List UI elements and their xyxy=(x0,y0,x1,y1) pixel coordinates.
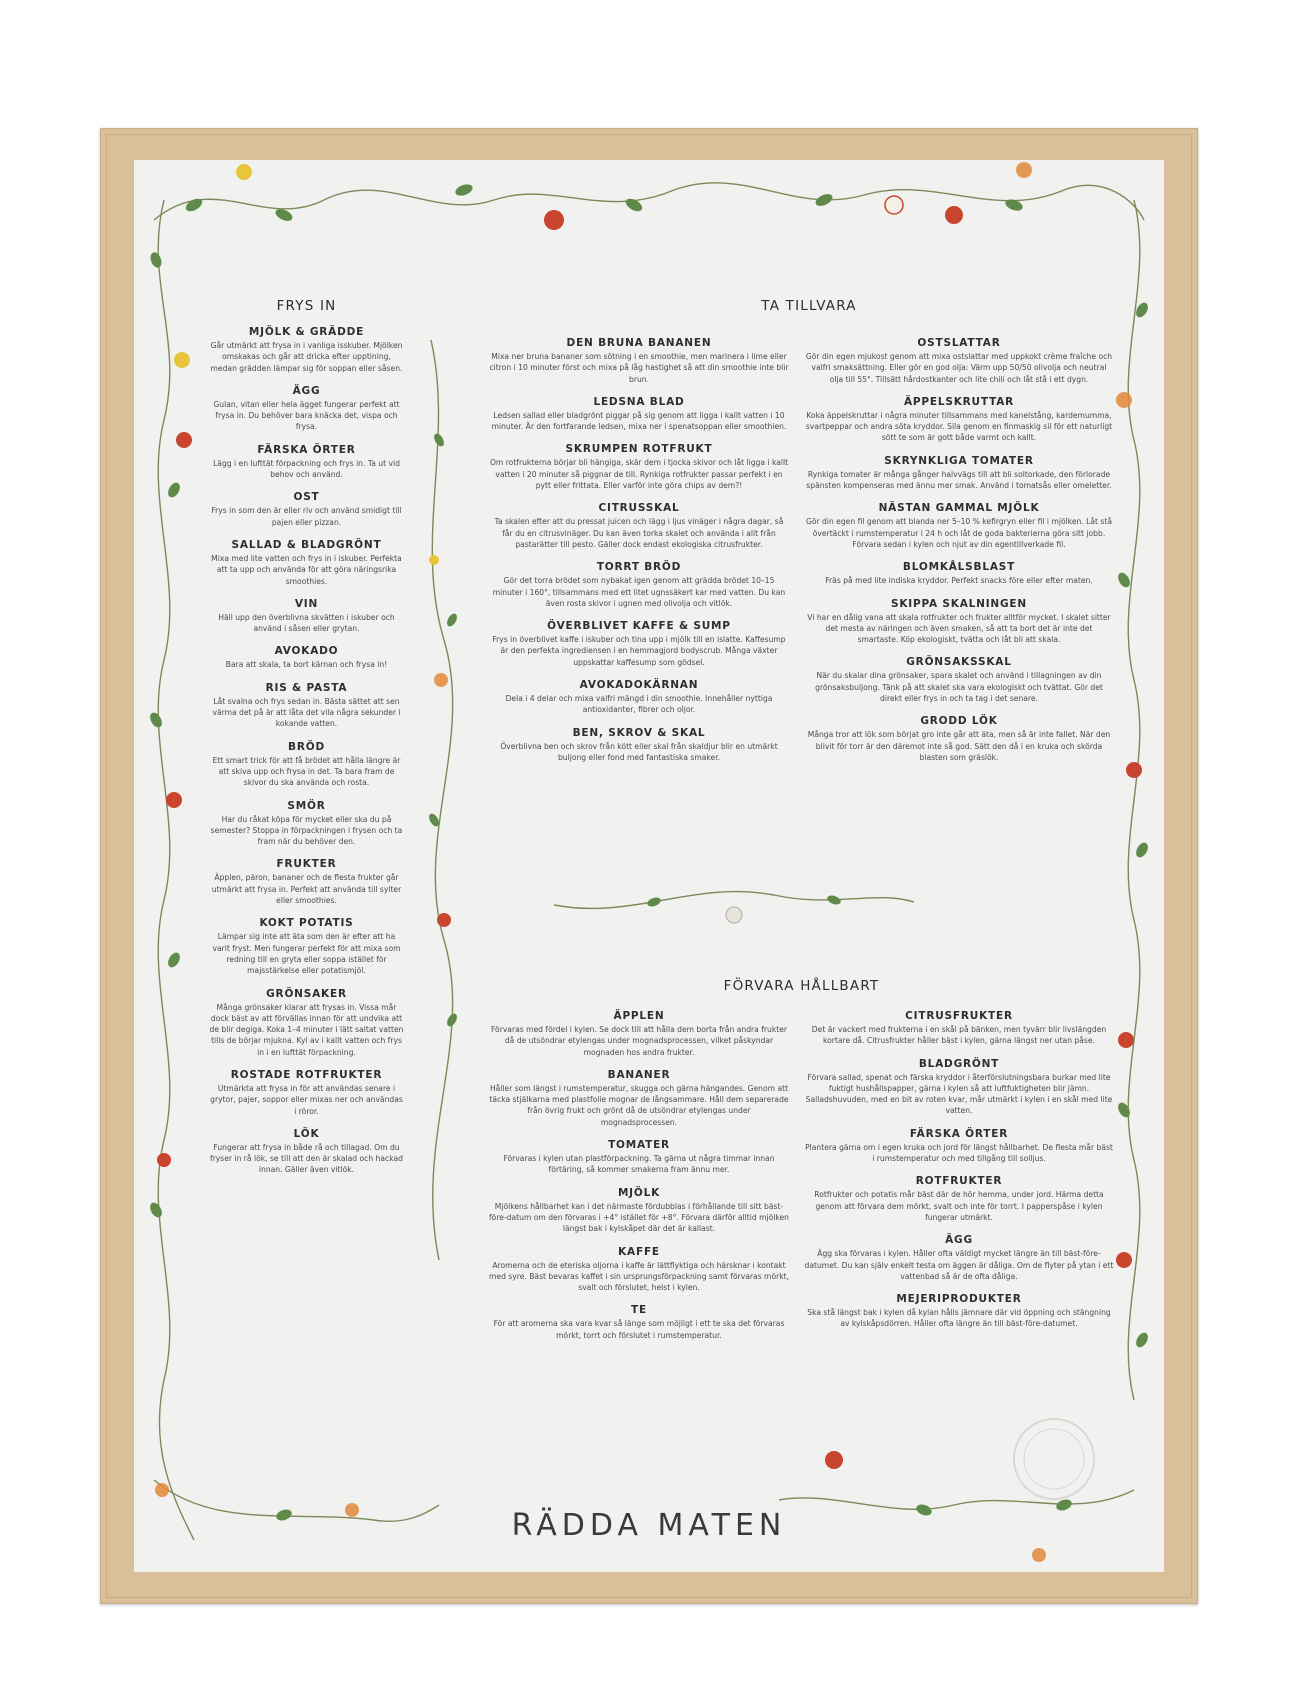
tip-item xyxy=(209,385,404,433)
forvara-right-column xyxy=(804,1010,1114,1341)
tip-title: TORRT BRÖD xyxy=(596,561,682,574)
tip-text: Vi har en dålig vana att skala rotfrukter och frukter alltför mycket. I skalet sitter det mesta av näringen och även smaken, så att ta bort det är inte det smartaste. Köp ekologiskt, tvätta och låt bli att skala. xyxy=(807,612,1111,645)
tip-text: Ägg ska förvaras i kylen. Håller ofta väldigt mycket längre än till bäst-före-datumet. Du kan själv enkelt testa om äggen är dåliga. Om de flyter på ytan i ett vattenbad så är de ofta dåliga. xyxy=(804,1249,1114,1281)
tip-item xyxy=(209,988,404,1058)
tip-text: Ta skalen efter att du pressat juicen och lägg i ljus vinäger i några dagar, så får du en citrusvinäger. Du kan även torka skalet och använda i allt från pastarätter till pesto. Gäller dock endast ekologiska citrusfrukter. xyxy=(494,517,784,549)
tip-item xyxy=(489,337,789,385)
ta-tillvara-left-list xyxy=(489,337,789,763)
tip-text: Ett smart trick för att få brödet att hålla längre är att skiva upp och frysa in det. Ta bara fram de skivor du ska använda och rosta. xyxy=(212,755,401,788)
tip-text: Gör din egen mjukost genom att mixa ostslattar med uppkokt crème fraîche och valfri smaksättning. Eller gör en god olja: Värm upp 50/50 olivolja och neutral olja till 55°. Tillsätt hårdostkanter och lite chili och låt stå i ett dygn. xyxy=(805,352,1113,384)
tip-title: MJÖLK & GRÄDDE xyxy=(248,326,365,338)
tip-text: Gör din egen fil genom att blanda ner 5–10 % kefirgryn eller fil i mjölken. Låt stå övertäckt i rumstemperatur i 24 h och låt de goda bakterierna göra sitt jobb. Förvara sedan i kylen och njut av din egentillverkade fil. xyxy=(805,517,1113,549)
tip-text: Många tror att lök som börjat gro inte går att äta, men så är inte fallet. När den blivit för torr är den däremot inte så god. Sätt den då i en kruka och skörda blasten som gräslök. xyxy=(807,730,1111,762)
tip-item xyxy=(209,1069,404,1117)
tip-title: AVOKADOKÄRNAN xyxy=(579,679,699,692)
tip-title: BRÖD xyxy=(288,740,325,753)
tip-item xyxy=(489,1304,789,1341)
tip-title: ÄPPELSKRUTTAR xyxy=(903,395,1015,408)
tip-item xyxy=(804,715,1114,763)
tip-item xyxy=(489,1010,789,1058)
tip-text: Har du råkat köpa för mycket eller ska du på semester? Stoppa in förpackningen i frysen och ta fram när du behöver den. xyxy=(210,814,403,847)
tip-text: Bara att skala, ta bort kärnan och frysa in! xyxy=(225,660,388,670)
tip-text: För att aromerna ska vara kvar så länge som möjligt i ett te ska det förvaras mörkt, torrt och förslutet i rumstemperatur. xyxy=(493,1319,785,1340)
tip-title: SMÖR xyxy=(287,799,326,812)
tip-title: BANANER xyxy=(607,1068,671,1081)
ta-tillvara-right-list xyxy=(804,337,1114,763)
tip-title: NÄSTAN GAMMAL MJÖLK xyxy=(878,502,1040,515)
tip-text: Om rotfrukterna börjar bli hängiga, skär dem i tjocka skivor och låt ligga i kallt vatten i 20 minuter så piggnar de till. Rynkiga rotfrukter passar perfekt i en pytt eller frittata. Eller varför inte göra chips av dem?! xyxy=(489,458,789,491)
tip-text: Förvara sallad, spenat och färska kryddor i återförslutningsbara burkar med lite fuktigt hushållspapper, gärna i kylen så att luftfuktigheten blir jämn. Salladshuvuden, med en bit av roten kvar, mår utmärkt i kylen i en skål med lite vatten. xyxy=(805,1072,1113,1116)
tip-title: ÖVERBLIVET KAFFE & SUMP xyxy=(547,620,731,633)
forvara-title: FÖRVARA HÅLLBART xyxy=(723,978,880,994)
tip-title: BLADGRÖNT xyxy=(918,1057,1000,1070)
tip-item xyxy=(804,1058,1114,1117)
tip-text: Går utmärkt att frysa in i vanliga isskuber. Mjölken omskakas och går att dricka efter upptining, medan grädden lämpar sig för soppan eller såsen. xyxy=(210,341,403,373)
tip-text: Dela i 4 delar och mixa valfri mängd i din smoothie. Innehåller nyttiga antioxidanter, fibrer och oljor. xyxy=(505,694,773,715)
poster-title: RÄDDA MATEN xyxy=(511,1508,787,1543)
tip-text: Frys in överblivet kaffe i iskuber och tina upp i mjölk till en islatte. Kaffesump är den perfekta ingrediensen i en hemmagjord bodyscrub. Många växter uppskattar kaffesump som gödsel. xyxy=(492,635,786,667)
forvara-left-list xyxy=(489,1010,789,1341)
frys-in-list xyxy=(209,326,404,1176)
tip-text: Ska stå längst bak i kylen då kylan hålls jämnare där vid öppning och stängning av kylskåpsdörren. Håller ofta längre än till bäst-före-datumet. xyxy=(807,1308,1111,1329)
tip-text: Förvaras i kylen utan plastförpackning. Ta gärna ut några timmar innan förtäring, så kommer smakerna fram ännu mer. xyxy=(503,1154,775,1175)
tip-title: CITRUSFRUKTER xyxy=(905,1010,1013,1022)
tip-title: DEN BRUNA BANANEN xyxy=(566,337,712,349)
ta-tillvara-right-column xyxy=(804,337,1114,774)
tip-item xyxy=(489,1139,789,1176)
tip-title: KOKT POTATIS xyxy=(259,917,354,930)
tip-item xyxy=(209,491,404,528)
tip-title: SKIPPA SKALNINGEN xyxy=(891,597,1027,610)
tip-item xyxy=(804,396,1114,444)
tip-title: GRODD LÖK xyxy=(920,715,998,728)
tip-title: AVOKADO xyxy=(274,645,339,658)
tip-item xyxy=(489,443,789,491)
tip-title: BEN, SKROV & SKAL xyxy=(572,726,706,739)
tip-item xyxy=(209,645,404,670)
tip-title: TE xyxy=(631,1304,647,1317)
tip-item xyxy=(804,1128,1114,1165)
tip-item xyxy=(209,741,404,789)
tip-text: Plantera gärna om i egen kruka och jord för längst hållbarhet. De flesta mår bäst i rumstemperatur och med tillgång till solljus. xyxy=(805,1142,1113,1164)
tip-title: BLOMKÅLSBLAST xyxy=(902,561,1016,574)
poster-paper xyxy=(134,160,1164,1572)
logo-stamp xyxy=(1010,1415,1098,1503)
tip-item xyxy=(489,620,789,668)
tip-title: FRUKTER xyxy=(276,858,337,871)
tip-item xyxy=(804,455,1114,492)
tip-text: Lägg i en lufttät förpackning och frys in. Ta ut vid behov och använd. xyxy=(213,458,400,480)
tip-item xyxy=(804,337,1114,385)
tip-item xyxy=(804,1010,1114,1047)
tip-text: Ledsen sallad eller bladgrönt piggar på sig genom att ligga i kallt vatten i 10 minuter. Är den fortfarande ledsen, mixa ner i spenatsoppan eller smoothien. xyxy=(491,410,787,432)
frys-in-title: FRYS IN xyxy=(276,298,337,314)
frys-in-column xyxy=(209,298,404,1187)
tip-text: Frys in som den är eller riv och använd smidigt till pajen eller pizzan. xyxy=(211,506,402,527)
tip-title: ÄGG xyxy=(292,384,321,397)
tip-title: RIS & PASTA xyxy=(265,681,348,694)
tip-title: SKRYNKLIGA TOMATER xyxy=(884,454,1034,467)
tip-text: Lämpar sig inte att äta som den är efter att ha varit fryst. Men fungerar perfekt för att mixa som redning till en gryta eller soppa istället för majsstärkelse eller potatismjöl. xyxy=(212,932,401,976)
tip-text: Överblivna ben och skrov från kött eller skal från skaldjur blir en utmärkt buljong eller fond med fantastiska smaker. xyxy=(500,741,778,762)
forvara-left-column xyxy=(489,1010,789,1352)
tip-title: SALLAD & BLADGRÖNT xyxy=(231,538,382,551)
tip-item xyxy=(209,598,404,635)
tip-title: GRÖNSAKSSKAL xyxy=(906,656,1012,669)
tip-item xyxy=(209,326,404,374)
tip-title: ROTFRUKTER xyxy=(915,1175,1003,1188)
tip-item xyxy=(489,502,789,550)
tip-text: Häll upp den överblivna skvätten i iskuber och använd i såsen eller grytan. xyxy=(218,612,395,634)
tip-text: Koka äppelskruttar i några minuter tillsammans med kanelstång, kardemumma, svartpeppar och andra söta kryddor. Sila genom en finmaskig sil för ett naturligt sött te som är gott både varmt och kallt. xyxy=(805,410,1113,443)
tip-text: Mixa med lite vatten och frys in i iskuber. Perfekta att ta upp och använda för att göra näringsrika smoothies. xyxy=(211,553,402,586)
tip-item xyxy=(804,502,1114,550)
ta-tillvara-title: TA TILLVARA xyxy=(761,298,857,314)
tip-item xyxy=(804,1293,1114,1330)
tip-item xyxy=(804,561,1114,586)
tip-item xyxy=(489,1069,789,1128)
tip-text: Gör det torra brödet som nybakat igen genom att grädda brödet 10–15 minuter i 160°, tillsammans med ett litet ugnssäkert kar med vatten. Du kan även rosta skivor i ugnen med olivolja och vitlök. xyxy=(492,576,786,608)
tip-title: TOMATER xyxy=(608,1139,670,1152)
tip-text: Aromerna och de eteriska oljorna i kaffe är lättflyktiga och härsknar i kontakt med syre. Bäst bevaras kaffet i sin ursprungsförpackning samt förvaras mörkt, svalt och förslutet, helst i kylen. xyxy=(489,1260,790,1293)
tip-item xyxy=(804,656,1114,704)
tip-item xyxy=(489,1187,789,1235)
tip-title: MJÖLK xyxy=(617,1186,661,1199)
tip-title: OSTSLATTAR xyxy=(917,337,1001,349)
ta-tillvara-section xyxy=(474,298,1144,326)
tip-text: Det är vackert med frukterna i en skål på bänken, men tyvärr blir livslängden kortare då. Citrusfrukter håller bäst i kylen, gärna längst ner utan påse. xyxy=(811,1025,1107,1046)
tip-item xyxy=(489,679,789,716)
tip-item xyxy=(489,727,789,764)
tip-item xyxy=(804,598,1114,646)
tip-item xyxy=(209,682,404,730)
tip-text: Äpplen, päron, bananer och de flesta frukter går utmärkt att frysa in. Perfekt att använda till sylter eller smoothies. xyxy=(211,873,402,906)
tip-title: ROSTADE ROTFRUKTER xyxy=(230,1068,383,1081)
tip-item xyxy=(489,561,789,609)
tip-title: MEJERIPRODUKTER xyxy=(896,1293,1022,1306)
tip-item xyxy=(209,800,404,848)
tip-title: FÄRSKA ÖRTER xyxy=(909,1127,1009,1140)
tip-text: Fräs på med lite indiska kryddor. Perfekt snacks före eller efter maten. xyxy=(825,576,1093,586)
tip-text: Förvaras med fördel i kylen. Se dock till att hålla dem borta från andra frukter då de utsöndrar etylengas under mognadsprocessen, vilket påskyndar mognaden hos andra frukter. xyxy=(490,1025,788,1057)
tip-text: Låt svalna och frys sedan in. Bästa sättet att sen värma det på är att låta det vila några sekunder i kokande vatten. xyxy=(212,696,401,729)
tip-item xyxy=(209,1128,404,1176)
tip-text: Rynkiga tomater är många gånger halvvägs till att bli soltorkade, den förlorade spänsten kompenseras med ännu mer smak. Använd i tomatsås eller omeletter. xyxy=(806,469,1112,491)
tip-title: VIN xyxy=(294,597,319,610)
tip-text: När du skalar dina grönsaker, spara skalet och använd i tillagningen av din grönsaksbuljong. Tänk på att skalet ska vara ekologiskt och tvättat. Gör det direkt eller frys in och ta tag i det senare. xyxy=(815,671,1103,704)
tip-text: Mjölkens hållbarhet kan i det närmaste fördubblas i förhållande till sitt bäst-före-datum om den förvaras i +4° istället för +8°. Förvara därför alltid mjölken längst bak i kylskåpet där det är kallast. xyxy=(489,1201,789,1234)
tip-item xyxy=(804,1175,1114,1223)
tip-title: ÄPPLEN xyxy=(613,1010,665,1022)
tip-title: FÄRSKA ÖRTER xyxy=(257,443,356,456)
ta-tillvara-left-column xyxy=(489,337,789,774)
tip-text: Många grönsaker klarar att frysas in. Vissa mår dock bäst av att förvällas innan för att undvika att de blir degiga. Koka 1–4 minuter i lätt saltat vatten tills de börjar mjukna. Kyl av i kallt vatten och frys in i en lufttät förpackning. xyxy=(209,1002,404,1057)
tip-title: CITRUSSKAL xyxy=(598,502,680,515)
tip-text: Fungerar att frysa in både rå och tillagad. Om du fryser in rå lök, se till att den är skalad och hackad innan. Gäller även vitlök. xyxy=(210,1142,403,1175)
tip-title: SKRUMPEN ROTFRUKT xyxy=(565,443,713,456)
tip-item xyxy=(209,917,404,976)
tip-item xyxy=(209,539,404,587)
tip-item xyxy=(489,1246,789,1294)
tip-text: Gulan, vitan eller hela ägget fungerar perfekt att frysa in. Du behöver bara knäcka det, vispa och frysa. xyxy=(213,399,400,432)
tip-item xyxy=(489,396,789,433)
tip-title: OST xyxy=(293,491,320,504)
forvara-section xyxy=(489,978,1114,1006)
tip-title: KAFFE xyxy=(618,1245,660,1258)
tip-text: Mixa ner bruna bananer som sötning i en smoothie, men marinera i lime eller citron i 10 minuter först och mixa på låg hastighet så att din smoothie inte blir brun. xyxy=(489,352,789,384)
tip-text: Rotfrukter och potatis mår bäst där de hör hemma, under jord. Härma detta genom att förvara dem mörkt, svalt och inte för torrt. I papperspåse i kylen fungerar utmärkt. xyxy=(814,1190,1104,1222)
forvara-right-list xyxy=(804,1010,1114,1330)
tip-title: LEDSNA BLAD xyxy=(593,395,685,408)
tip-title: LÖK xyxy=(293,1127,320,1140)
tip-item xyxy=(209,444,404,481)
tip-title: ÄGG xyxy=(945,1234,973,1247)
tip-item xyxy=(209,858,404,906)
tip-item xyxy=(804,1234,1114,1282)
tip-text: Håller som längst i rumstemperatur, skugga och gärna hängandes. Genom att täcka stjälkarna med plastfolie mognar de långsammare. Håll dem separerade från övrig frukt och grönt då de utsöndrar etylengas under mognadsprocessen. xyxy=(489,1083,789,1127)
tip-title: GRÖNSAKER xyxy=(266,987,347,1000)
tip-text: Utmärkta att frysa in för att användas senare i grytor, pajer, soppor eller mixas ner och användas i röror. xyxy=(210,1083,403,1116)
